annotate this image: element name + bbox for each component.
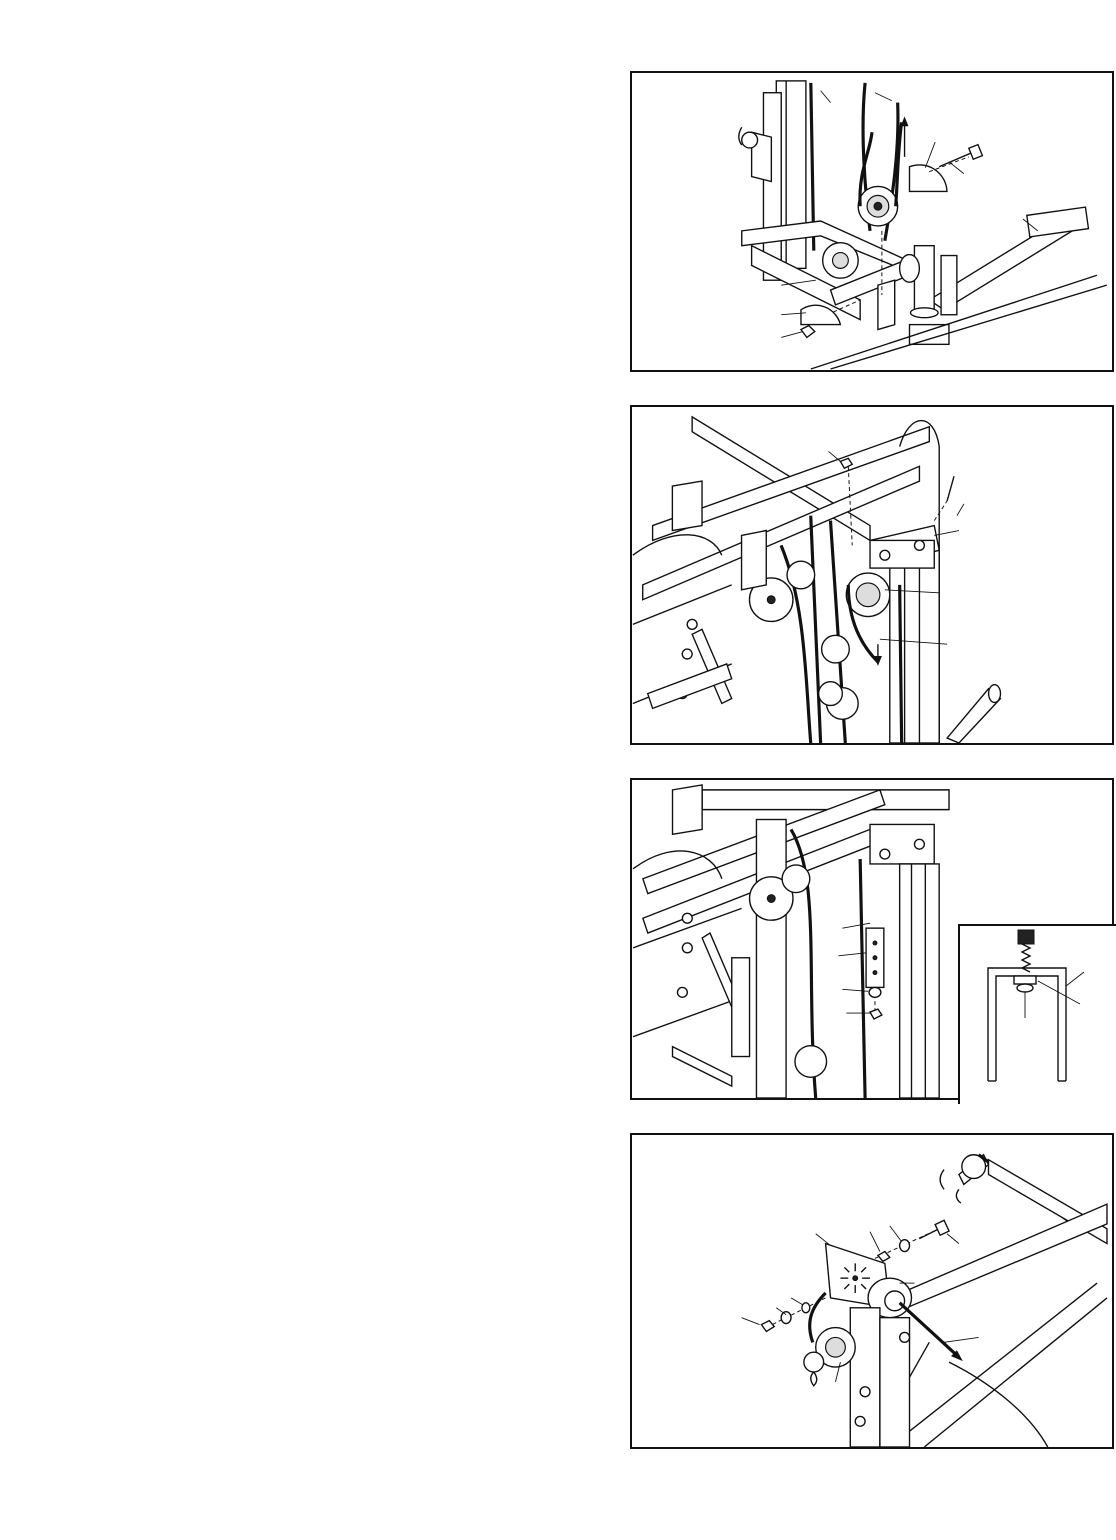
figure-2-panel (630, 405, 1114, 745)
figure-4-panel (630, 1133, 1114, 1449)
figure-4-illustration (632, 1135, 1112, 1447)
inset-detail-illustration (960, 926, 1116, 1104)
figure-1-illustration (632, 73, 1112, 370)
figure-1-panel (630, 71, 1114, 372)
figure-3-inset (958, 924, 1116, 1104)
figure-2-illustration (632, 407, 1112, 743)
figure-3-panel (630, 778, 1114, 1100)
